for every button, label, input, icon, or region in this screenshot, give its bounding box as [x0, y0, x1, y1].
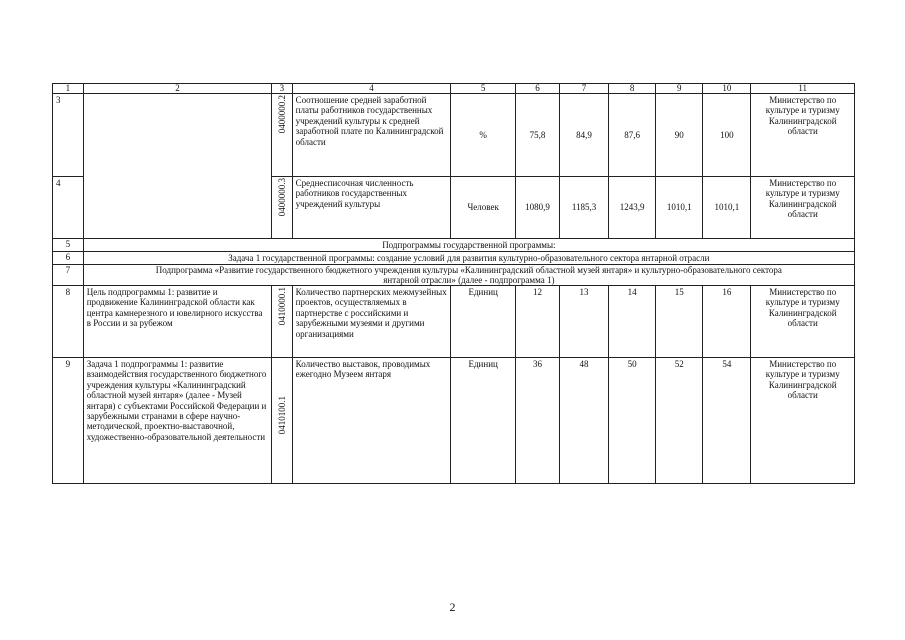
- unit: Единиц: [451, 286, 516, 358]
- value-6: 75,8: [515, 94, 559, 177]
- value-8: 87,6: [609, 94, 656, 177]
- indicator-name: Соотношение средней заработной платы работников государственных учреждений культуры к средней заработной плате по Калининградской области: [292, 94, 451, 177]
- indicator-code: 0400000.3: [272, 177, 292, 239]
- row-number: 6: [53, 252, 84, 265]
- col-num-8: 8: [609, 84, 656, 94]
- value-9: 52: [656, 358, 703, 484]
- value-6: 12: [515, 286, 559, 358]
- indicator-code: 0410000.1: [272, 286, 292, 358]
- goal-cell: [83, 94, 271, 239]
- col-num-1: 1: [53, 84, 84, 94]
- value-7: 48: [559, 358, 608, 484]
- row-number: 5: [53, 239, 84, 252]
- value-8: 14: [609, 286, 656, 358]
- col-num-5: 5: [451, 84, 516, 94]
- indicator-name: Количество партнерских межмузейных проектов, осуществляемых в партнерстве с российскими и зарубежными музеями и другими организациями: [292, 286, 451, 358]
- indicators-table: [52, 83, 855, 484]
- value-8: 50: [609, 358, 656, 484]
- col-num-7: 7: [559, 84, 608, 94]
- page-number: 2: [449, 600, 456, 614]
- row-number: 9: [53, 358, 84, 484]
- row-number: 7: [53, 265, 84, 286]
- column-number-row: [53, 84, 855, 94]
- indicator-name: Среднесписочная численность работников государственных учреждений культуры: [292, 177, 451, 239]
- unit: %: [451, 94, 516, 177]
- responsible: Министерство по культуре и туризму Калининградской области: [751, 286, 855, 358]
- value-10: 100: [703, 94, 751, 177]
- goal-cell: Задача 1 подпрограммы 1: развитие взаимодействия государственного бюджетного учреждения культуры «Калининградский областной музей янтаря» (далее - Музей янтаря) с субъектами Российской Федерации и зарубежными странами в сфере научно-методической, проектно-выставочной, художественно-образовательной деятельности: [83, 358, 271, 484]
- section-title: Подпрограмма «Развитие государственного бюджетного учреждения культуры «Калининградский областной музей янтаря» и культурно-образовательного сектора янтарной отрасли» (далее - подпрограмма 1): [83, 265, 854, 286]
- unit: Человек: [451, 177, 516, 239]
- table-row: [53, 286, 855, 358]
- col-num-6: 6: [515, 84, 559, 94]
- section-row: [53, 265, 855, 286]
- col-num-4: 4: [292, 84, 451, 94]
- indicator-name: Количество выставок, проводимых ежегодно Музеем янтаря: [292, 358, 451, 484]
- row-number: 8: [53, 286, 84, 358]
- col-num-10: 10: [703, 84, 751, 94]
- value-9: 1010,1: [656, 177, 703, 239]
- value-6: 36: [515, 358, 559, 484]
- value-7: 84,9: [559, 94, 608, 177]
- row-number: 4: [53, 177, 84, 239]
- responsible: Министерство по культуре и туризму Калининградской области: [751, 177, 855, 239]
- value-10: 1010,1: [703, 177, 751, 239]
- responsible: Министерство по культуре и туризму Калининградской области: [751, 94, 855, 177]
- col-num-2: 2: [83, 84, 271, 94]
- section-row: [53, 252, 855, 265]
- value-10: 54: [703, 358, 751, 484]
- section-title: Подпрограммы государственной программы:: [83, 239, 854, 252]
- goal-cell: Цель подпрограммы 1: развитие и продвижение Калининградской области как центра камнерезного и ювелирного искусства в России и за рубежом: [83, 286, 271, 358]
- section-row: [53, 239, 855, 252]
- row-number: 3: [53, 94, 84, 177]
- section-title: Задача 1 государственной программы: создание условий для развития культурно-образовательного сектора янтарной отрасли: [83, 252, 854, 265]
- unit: Единиц: [451, 358, 516, 484]
- responsible: Министерство по культуре и туризму Калининградской области: [751, 358, 855, 484]
- value-9: 15: [656, 286, 703, 358]
- indicator-code: 0400000.2: [272, 94, 292, 177]
- value-9: 90: [656, 94, 703, 177]
- value-7: 13: [559, 286, 608, 358]
- col-num-9: 9: [656, 84, 703, 94]
- value-10: 16: [703, 286, 751, 358]
- value-6: 1080,9: [515, 177, 559, 239]
- indicator-code: 0410100.1: [272, 358, 292, 484]
- table-row: [53, 358, 855, 484]
- value-7: 1185,3: [559, 177, 608, 239]
- col-num-3: 3: [272, 84, 292, 94]
- table-row: [53, 94, 855, 177]
- value-8: 1243,9: [609, 177, 656, 239]
- col-num-11: 11: [751, 84, 855, 94]
